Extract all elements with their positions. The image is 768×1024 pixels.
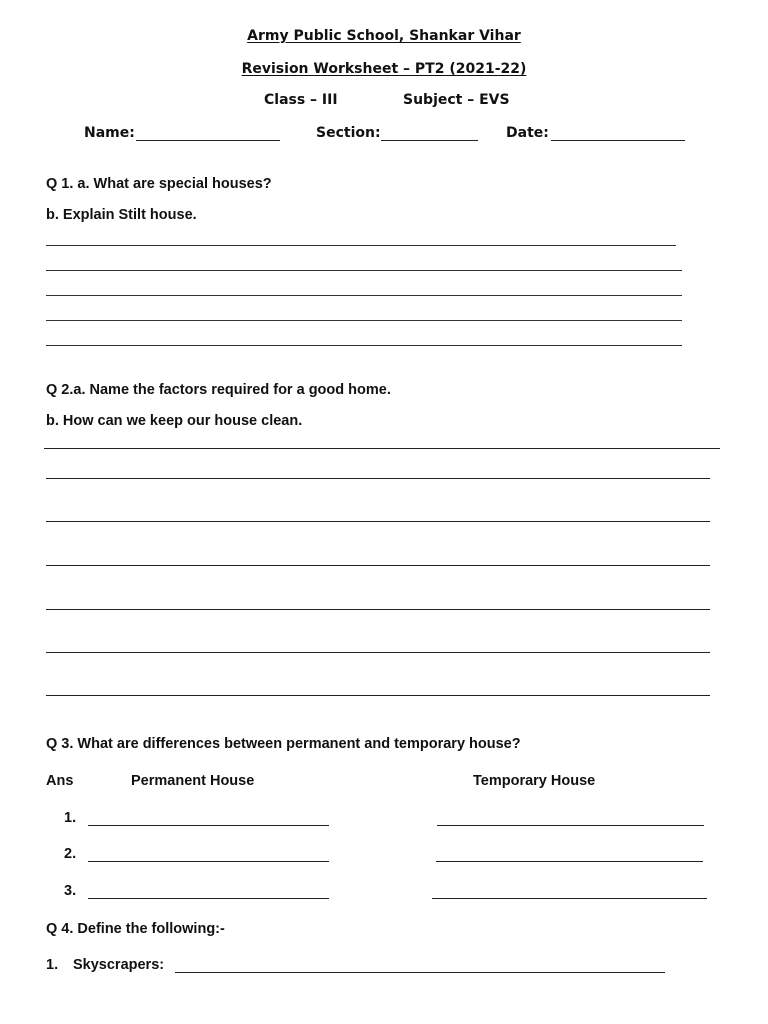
q2-answer-line[interactable] — [44, 448, 720, 449]
q3-permanent-blank[interactable] — [88, 898, 329, 899]
q2-answer-line[interactable] — [46, 652, 710, 653]
q2-answer-line[interactable] — [46, 609, 710, 610]
q1-part-a: Q 1. a. What are special houses? — [46, 176, 272, 192]
q2-answer-line[interactable] — [46, 695, 710, 696]
q2-part-a: Q 2.a. Name the factors required for a good home. — [46, 382, 391, 398]
q4-item-label: Skyscrapers: — [73, 957, 165, 973]
class-label: Class – III — [264, 92, 338, 108]
school-name: Army Public School, Shankar Vihar — [247, 28, 521, 44]
q3-row-number: 1. — [64, 810, 77, 826]
q3-temporary-blank[interactable] — [432, 898, 707, 899]
q3-row-number: 3. — [64, 883, 77, 899]
date-label: Date: — [506, 125, 549, 141]
q1-answer-line[interactable] — [46, 320, 682, 321]
q3-temporary-blank[interactable] — [437, 825, 704, 826]
name-blank[interactable] — [136, 140, 280, 141]
date-blank[interactable] — [551, 140, 685, 141]
q4-item-number: 1. — [46, 957, 59, 973]
q1-answer-line[interactable] — [46, 295, 682, 296]
q2-answer-line[interactable] — [46, 565, 710, 566]
q3-permanent-blank[interactable] — [88, 861, 329, 862]
q3-row-number: 2. — [64, 846, 77, 862]
q3-col-permanent: Permanent House — [131, 773, 255, 789]
q3-question: Q 3. What are differences between permanent and temporary house? — [46, 736, 521, 752]
q1-answer-line[interactable] — [46, 270, 682, 271]
section-blank[interactable] — [381, 140, 478, 141]
section-label: Section: — [316, 125, 381, 141]
q2-part-b: b. How can we keep our house clean. — [46, 413, 303, 429]
q2-answer-line[interactable] — [46, 478, 710, 479]
q3-col-temporary: Temporary House — [473, 773, 596, 789]
name-label: Name: — [84, 125, 135, 141]
q1-answer-line[interactable] — [46, 245, 676, 246]
subject-label: Subject – EVS — [403, 92, 510, 108]
worksheet-title: Revision Worksheet – PT2 (2021-22) — [241, 61, 527, 77]
q3-temporary-blank[interactable] — [436, 861, 703, 862]
q4-skyscrapers-blank[interactable] — [175, 972, 665, 973]
q4-question: Q 4. Define the following:- — [46, 921, 225, 937]
q3-ans-label: Ans — [46, 773, 74, 789]
q3-permanent-blank[interactable] — [88, 825, 329, 826]
q2-answer-line[interactable] — [46, 521, 710, 522]
q1-part-b: b. Explain Stilt house. — [46, 207, 197, 223]
q1-answer-line[interactable] — [46, 345, 682, 346]
